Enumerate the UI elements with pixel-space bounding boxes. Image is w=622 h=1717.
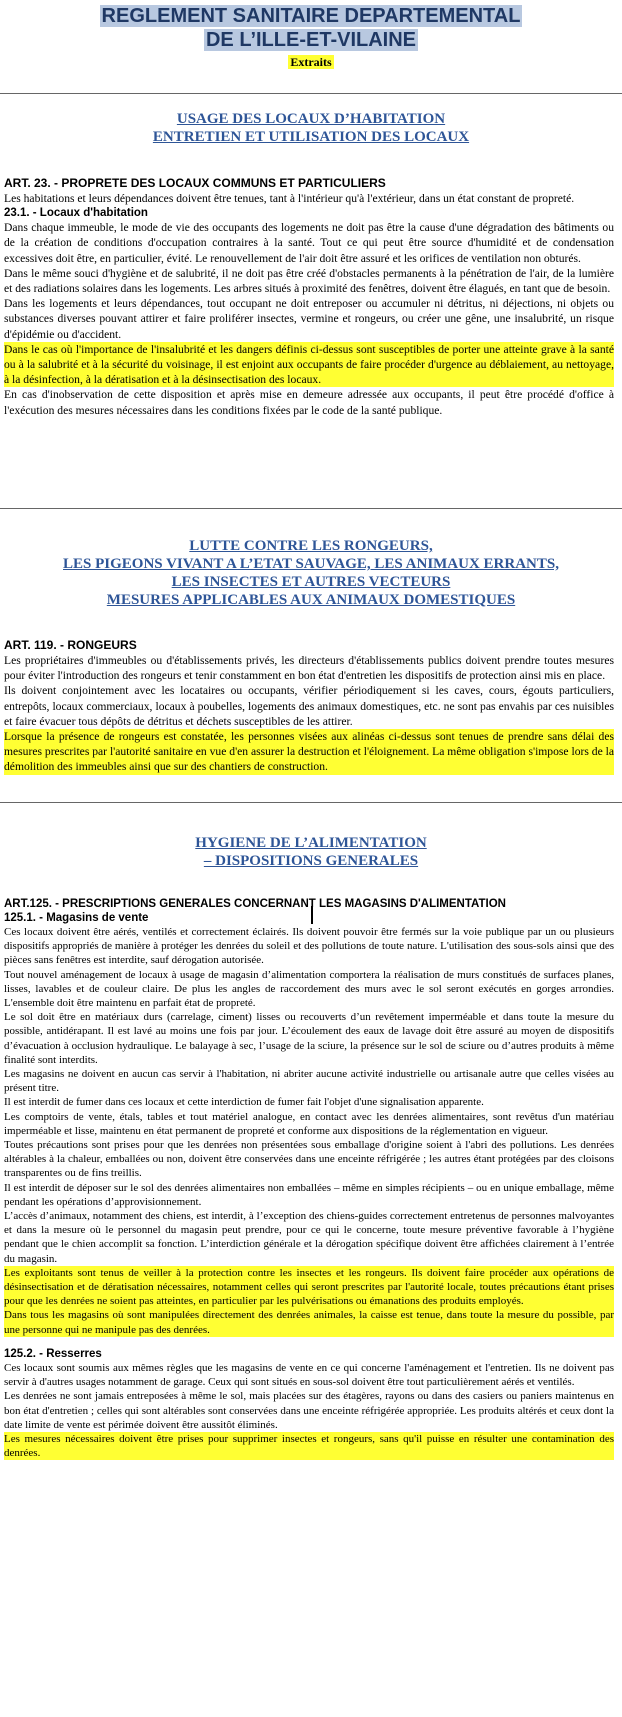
section-heading bbox=[0, 110, 622, 146]
article-title: ART.125. - PRESCRIPTIONS GENERALES CONCERNANT LES MAGASINS D'ALIMENTATION bbox=[4, 898, 506, 910]
sub-article-title: 125.2. - Resserres bbox=[4, 1347, 102, 1360]
article-title: ART. 23. - PROPRETE DES LOCAUX COMMUNS ET PARTICULIERS bbox=[4, 176, 386, 190]
divider bbox=[0, 93, 622, 94]
highlighted-paragraph: Lorsque la présence de rongeurs est constatée, les personnes visées aux alinéas ci-dessus sont tenues de prendre sans délai des mesures prescrites par l'autorité sanitaire en vue d'en assurer la destruction et l'éloignement. La même obligation s'impose lors de la démolition des immeubles ainsi que sur des chantiers de construction. bbox=[4, 730, 614, 774]
paragraph: Dans le même souci d'hygiène et de salubrité, il ne doit pas être créé d'obstacles permanents à la pénétration de l'air, de la lumière et des radiations solaires dans les logements. Les arbres situés à proximité des fenêtres, doivent être élagués, en tant que de besoin. bbox=[4, 266, 614, 296]
heading-line: – DISPOSITIONS GENERALES bbox=[203, 853, 419, 869]
divider bbox=[0, 508, 622, 509]
paragraph: Il est interdit de fumer dans ces locaux et cette interdiction de fumer fait l'objet d'une signalisation apparente. bbox=[4, 1096, 484, 1109]
highlighted-paragraph: Les exploitants sont tenus de veiller à la protection contre les insectes et les rongeurs. Ils doivent faire procéder aux opérations de désinsectisation et de dératisation nécessaires, notamment celles qui seront prescrites par l'autorité locale, toutes précautions étant prises pour que les denrées ne soient pas atteintes, en particulier par les pulvérisations ou émanations des produits employés. bbox=[4, 1266, 614, 1308]
highlighted-paragraph: Dans le cas où l'importance de l'insalubrité et les dangers définis ci-dessus sont susceptibles de porter une atteinte grave à la santé ou à la salubrité et à la sécurité du voisinage, il est enjoint aux occupants de faire procéder d'urgence au déblaiement, au nettoyage, à la désinfection, à la dératisation et à la désinsectisation des locaux. bbox=[4, 342, 614, 387]
divider bbox=[0, 802, 622, 803]
paragraph: Dans chaque immeuble, le mode de vie des occupants des logements ne doit pas être la cause d'une dégradation des bâtiments ou de la création de conditions d'occupation contraires à la santé. Tout ce qui peut être source d'humidité et de condensation excessives doit être, en particulier, évité. Le renouvellement de l'air doit être assuré et les orifices de ventilation non obturés. bbox=[4, 221, 614, 265]
title-line-1: REGLEMENT SANITAIRE DEPARTEMENTAL bbox=[101, 5, 521, 27]
heading-line: LUTTE CONTRE LES RONGEURS, bbox=[189, 538, 433, 554]
paragraph: Il est interdit de déposer sur le sol des denrées alimentaires non emballées – même en simples récipients – ou en unique emballage, même pendant les opérations d’approvisionnement. bbox=[4, 1181, 614, 1208]
paragraph: Les habitations et leurs dépendances doivent être tenues, tant à l'intérieur qu'à l'extérieur, dans un état constant de propreté. bbox=[4, 192, 575, 205]
paragraph: Toutes précautions sont prises pour que les denrées non présentées sous emballage d'origine soient à l'abri des pollutions. Les denrées altérables à la chaleur, emballées ou non, doivent être conservées dans une enceinte réfrigérée ; les autres étant protégées par des cloisons transparentes ou de fins treillis. bbox=[4, 1139, 614, 1180]
paragraph: Les magasins ne doivent en aucun cas servir à l'habitation, ni abriter aucune activité industrielle ou artisanale autre que celles visées au présent titre. bbox=[4, 1068, 614, 1095]
heading-line: ENTRETIEN ET UTILISATION DES LOCAUX bbox=[152, 129, 470, 145]
highlighted-paragraph: Les mesures nécessaires doivent être prises pour supprimer insectes et rongeurs, sans qu'il puisse en résulter une contamination des denrées. bbox=[4, 1432, 614, 1460]
heading-line: USAGE DES LOCAUX D’HABITATION bbox=[176, 111, 446, 127]
article-title: ART. 119. - RONGEURS bbox=[4, 638, 137, 652]
heading-line: LES PIGEONS VIVANT A L’ETAT SAUVAGE, LES ANIMAUX ERRANTS, bbox=[63, 556, 559, 572]
heading-line: MESURES APPLICABLES AUX ANIMAUX DOMESTIQUES bbox=[106, 592, 516, 608]
sub-article-title: 23.1. - Locaux d'habitation bbox=[4, 207, 148, 220]
paragraph: Ces locaux sont soumis aux mêmes règles que les magasins de vente en ce qui concerne l'aménagement et l'entretien. Ils ne doivent pas servir à d'autres usages notamment de garage. Ceux qui sont situés en sous-sol doivent être tout particulièrement aérés et ventilés. bbox=[4, 1361, 614, 1389]
title-line-2: DE L’ILLE-ET-VILAINE bbox=[205, 29, 416, 51]
paragraph: Les propriétaires d'immeubles ou d'établissements privés, les directeurs d'établissements publics doivent prendre toutes mesures pour éviter l'introduction des rongeurs et tenir constamment en bon état d'entretien les dispositifs de protection ainsi mis en place. bbox=[4, 654, 614, 683]
paragraph: L’accès d’animaux, notamment des chiens, est interdit, à l’exception des chiens-guides correctement entretenus de personnes malvoyantes et dans la mesure où le personnel du magasin peut prendre, pour ce qui le concerne, toute mesure préventive favorable à l’hygiène pendant que le chien accomplit sa fonction. L’interdiction générale et la dérogation spécifique doivent être affichées clairement à l’entrée du magasin. bbox=[4, 1210, 614, 1265]
paragraph: Ces locaux doivent être aérés, ventilés et correctement éclairés. Ils doivent pouvoir être fermés sur la voie publique par un ou plusieurs dispositifs appropriés de manière à protéger les denrées du soleil et des pollutions de toute nature. L'utilisation des sous-sols ainsi que des pièces sans fenêtres est interdite, sauf dérogation autorisée. bbox=[4, 926, 614, 967]
article-119 bbox=[4, 638, 614, 775]
highlighted-paragraph: Dans tous les magasins où sont manipulées directement des denrées animales, la caisse est tenue, dans toute la mesure du possible, par une personne qui ne manipule pas des denrées. bbox=[4, 1309, 614, 1336]
heading-line: HYGIENE DE L’ALIMENTATION bbox=[195, 835, 427, 851]
paragraph: Les comptoirs de vente, étals, tables et tout matériel analogue, en contact avec les denrées alimentaires, sont revêtus d'un matériau imperméable et lisse, maintenu en état permanent de propreté et conforme aux dispositions de la réglementation en vigueur. bbox=[4, 1110, 614, 1137]
paragraph: Le sol doit être en matériaux durs (carrelage, ciment) lisses ou recouverts d’un revêtement imperméable et dans toute la mesure du possible, antidérapant. Il est lavé au moins une fois par jour. L’écoulement des eaux de lavage doit être assuré au moyen de dispositifs d’évacuation à occlusion hydraulique. Le balayage à sec, l’usage de la sciure, la présence sur le sol de sciure ou d’autres produits à même finalité sont interdits. bbox=[4, 1011, 614, 1066]
section-heading bbox=[0, 537, 622, 609]
heading-line: LES INSECTES ET AUTRES VECTEURS bbox=[171, 574, 451, 590]
sub-article-title: 125.1. - Magasins de vente bbox=[4, 912, 149, 924]
paragraph: Tout nouvel aménagement de locaux à usage de magasin d’alimentation comportera la réalisation de murs constitués de surfaces planes, lisses, lavables et de couleur claire. De plus les angles de raccordement des murs avec le sol seront exécutés en gorges arrondies. L'ensemble doit être maintenu en parfait état de propreté. bbox=[4, 968, 614, 1010]
spacer bbox=[4, 1337, 614, 1347]
paragraph: Ils doivent conjointement avec les locataires ou occupants, vérifier périodiquement si les caves, cours, égouts particuliers, entrepôts, locaux commerciaux, locaux à poubelles, logements des animaux domestiques, etc. ne sont pas envahis par ces nuisibles et faire évacuer tous dépôts de détritus et déchets susceptibles de les attirer. bbox=[4, 684, 614, 728]
document-title bbox=[0, 4, 622, 52]
subtitle-extraits: Extraits bbox=[290, 55, 332, 69]
paragraph: En cas d'inobservation de cette disposition et après mise en demeure adressée aux occupants, il peut être procédé d'office à l'exécution des mesures nécessaires dans les conditions fixées par le code de la santé publique. bbox=[4, 388, 614, 417]
paragraph: Dans les logements et leurs dépendances, tout occupant ne doit entreposer ou accumuler ni détritus, ni déjections, ni objets ou substances diverses pouvant attirer et faire proliférer insectes, vermine et rongeurs, ou créer une gêne, une insalubrité, un risque d'épidémie ou d'accident. bbox=[4, 297, 614, 341]
document-header bbox=[0, 4, 622, 70]
article-23 bbox=[4, 176, 614, 418]
article-125 bbox=[4, 897, 614, 1460]
paragraph: Les denrées ne sont jamais entreposées à même le sol, mais placées sur des étagères, rayons ou dans des casiers ou paniers maintenus en bon état d'entretien ; celles qui sont altérables sont conservées dans une enceinte réfrigérée appropriée. Les produits altérés et ceux dont la date limite de vente est périmée doivent être aussitôt éliminés. bbox=[4, 1390, 614, 1431]
section-heading bbox=[0, 834, 622, 870]
